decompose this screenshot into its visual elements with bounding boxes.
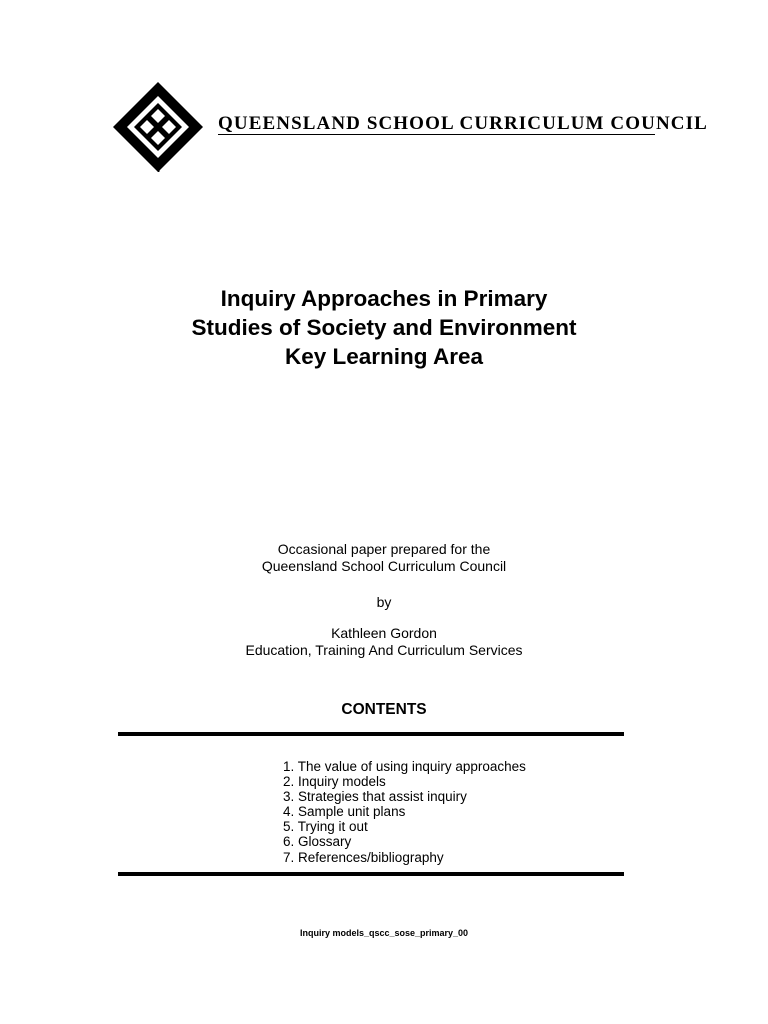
contents-top-rule — [118, 732, 624, 736]
toc-item: 1. The value of using inquiry approaches — [283, 759, 526, 774]
toc-item: 2. Inquiry models — [283, 774, 386, 790]
table-of-contents — [283, 759, 526, 865]
title-line-3: Key Learning Area — [285, 344, 483, 369]
document-title — [0, 284, 768, 371]
contents-heading: CONTENTS — [341, 701, 427, 718]
byline-line-2: Queensland School Curriculum Council — [261, 558, 507, 574]
toc-item: 4. Sample unit plans — [283, 804, 406, 820]
document-footer: Inquiry models_qscc_sose_primary_00 — [299, 928, 469, 938]
byline-by: by — [376, 594, 392, 610]
title-line-2: Studies of Society and Environment — [191, 315, 577, 340]
title-line-1: Inquiry Approaches in Primary — [220, 286, 548, 311]
qscc-diamond-logo-icon — [113, 82, 203, 172]
toc-item: 3. Strategies that assist inquiry — [283, 789, 467, 805]
organisation-name: QUEENSLAND SCHOOL CURRICULUM COUNCIL — [218, 113, 708, 134]
byline-line-1: Occasional paper prepared for the — [277, 541, 491, 557]
toc-item: 7. References/bibliography — [283, 849, 444, 865]
contents-bottom-rule — [118, 872, 624, 876]
toc-item: 6. Glossary — [283, 834, 352, 850]
author-name: Kathleen Gordon — [331, 625, 437, 641]
author-affiliation: Education, Training And Curriculum Services — [245, 642, 523, 658]
organisation-underline — [218, 134, 655, 135]
toc-item: 5. Trying it out — [283, 819, 368, 835]
